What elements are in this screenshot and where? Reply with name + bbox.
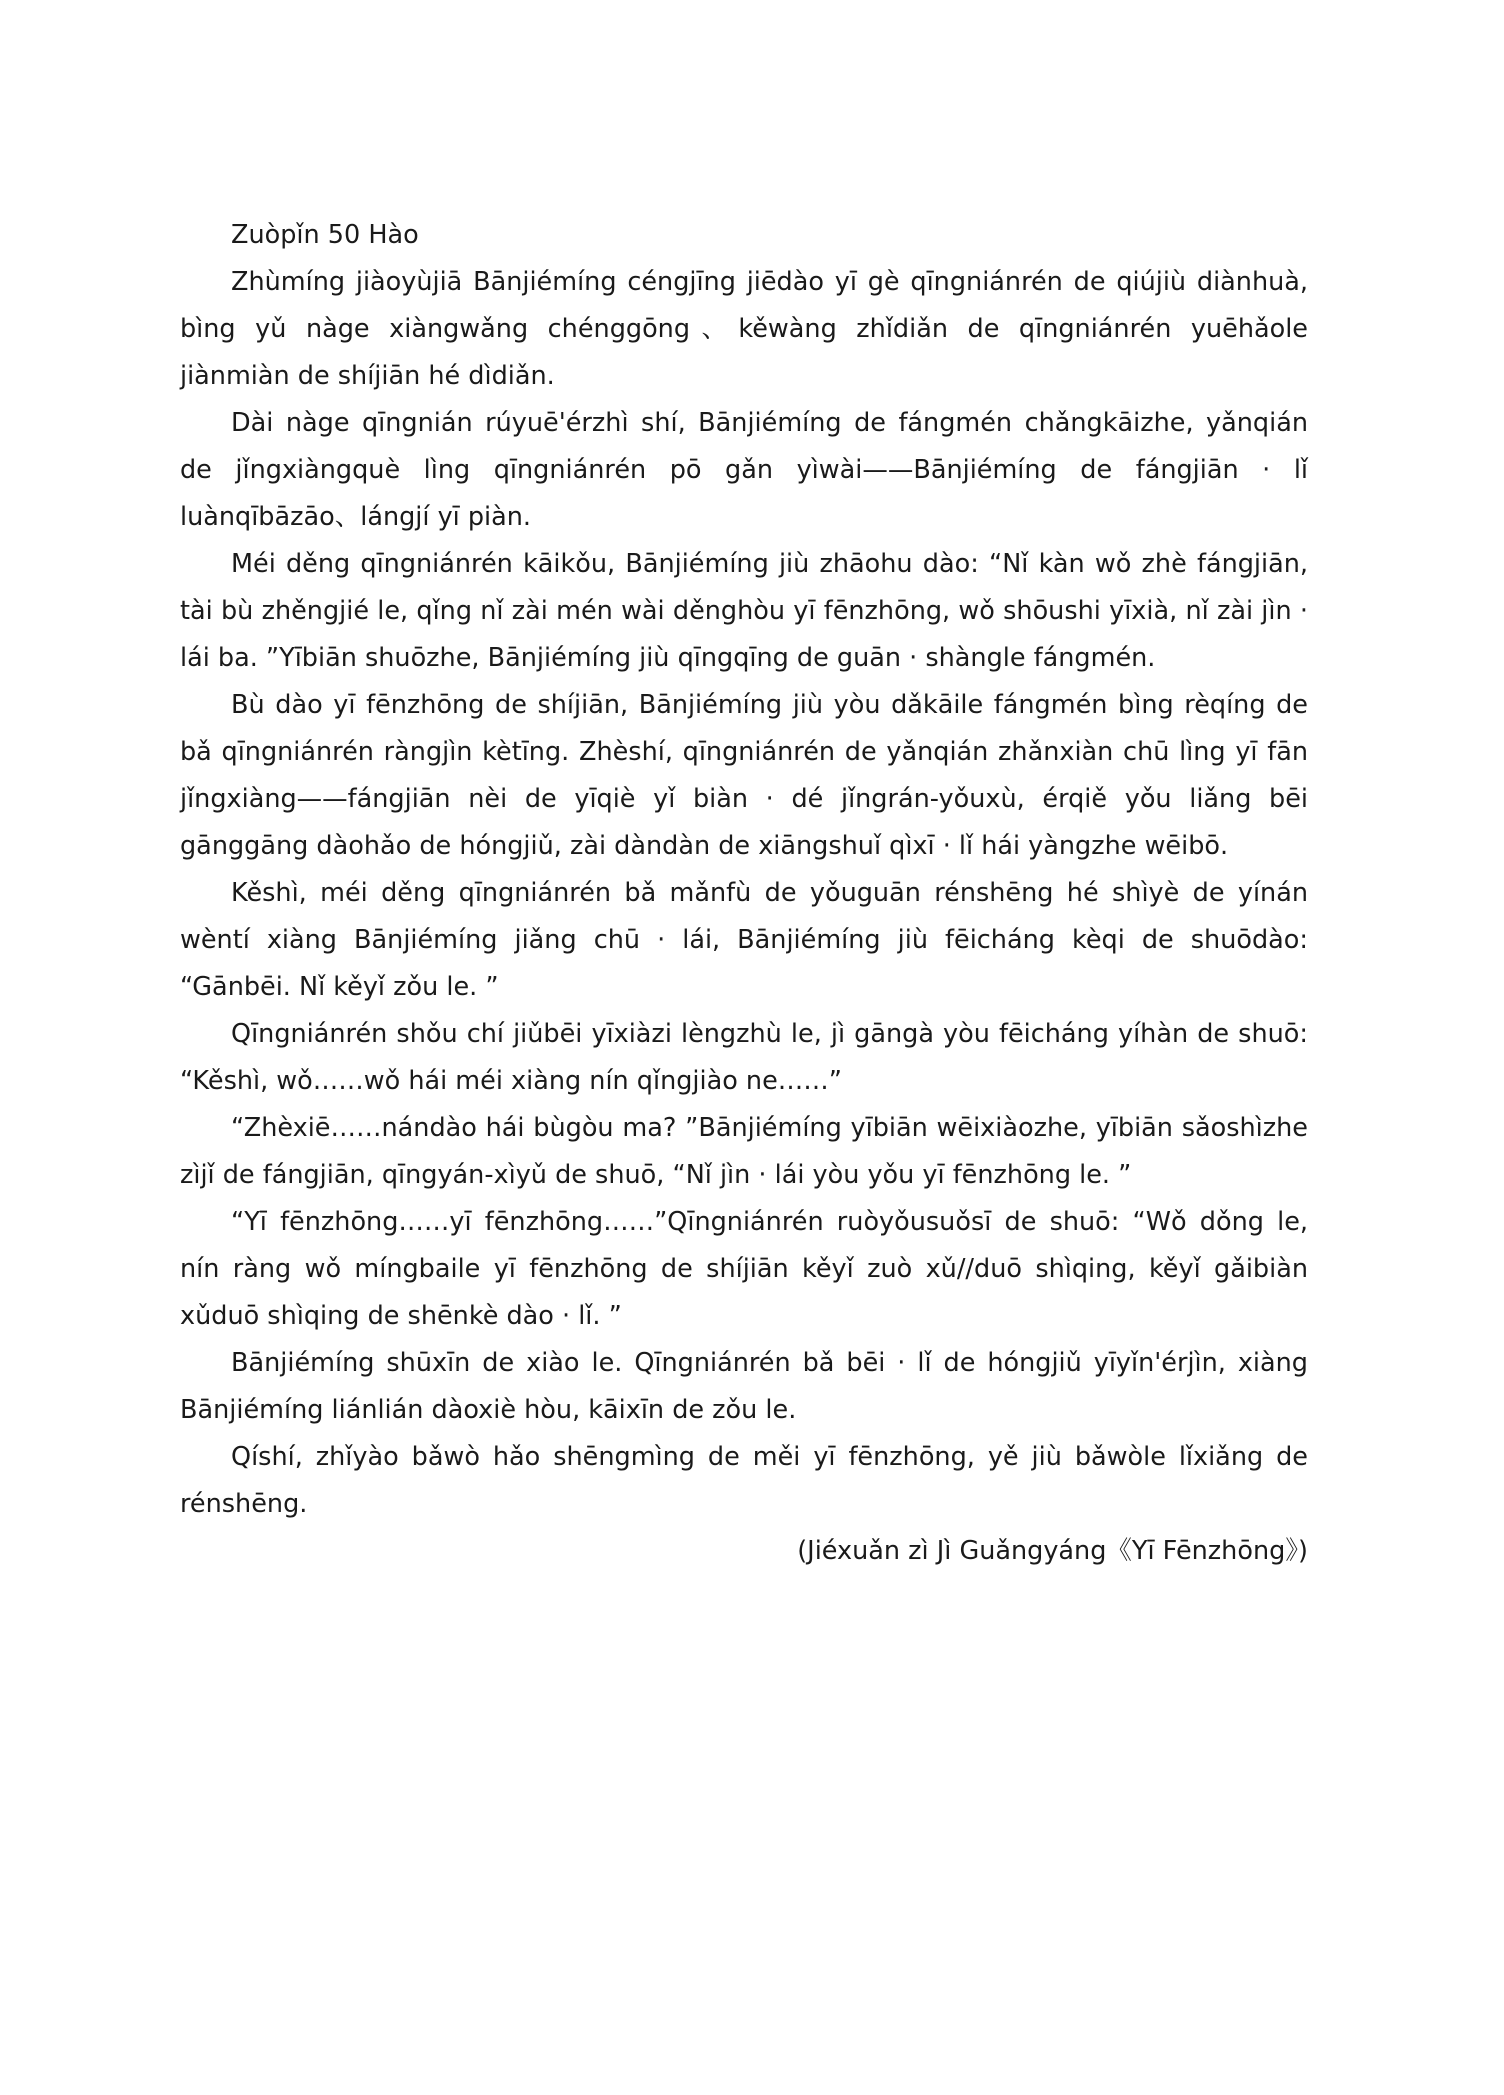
paragraph-2: Dài nàge qīngnián rúyuē'érzhì shí, Bānjiémíng de fángmén chǎngkāizhe, yǎnqián de jǐngxiàngquè lìng qīngniánrén pō gǎn yìwài——Bānjiémíng de fángjiān · lǐ luànqībāzāo、lángjí yī piàn. [180, 408, 1308, 532]
source-citation: (Jiéxuǎn zì Jì Guǎngyáng《Yī Fēnzhōng》) [797, 1536, 1308, 1566]
document-page [180, 212, 1308, 1575]
paragraph-7: “Zhèxiē……nándào hái bùgòu ma? ”Bānjiémíng yībiān wēixiàozhe, yībiān sǎoshìzhe zìjǐ de fángjiān, qīngyán-xìyǔ de shuō, “Nǐ jìn · lái yòu yǒu yī fēnzhōng le. ” [180, 1113, 1308, 1190]
paragraph-3: Méi děng qīngniánrén kāikǒu, Bānjiémíng jiù zhāohu dào: “Nǐ kàn wǒ zhè fángjiān, tài bù zhěngjié le, qǐng nǐ zài mén wài děnghòu yī fēnzhōng, wǒ shōushi yīxià, nǐ zài jìn · lái ba. ”Yībiān shuōzhe, Bānjiémíng jiù qīngqīng de guān · shàngle fángmén. [180, 549, 1308, 673]
paragraph-4: Bù dào yī fēnzhōng de shíjiān, Bānjiémíng jiù yòu dǎkāile fángmén bìng rèqíng de bǎ qīngniánrén ràngjìn kètīng. Zhèshí, qīngniánrén de yǎnqián zhǎnxiàn chū lìng yī fān jǐngxiàng——fángjiān nèi de yīqiè yǐ biàn · dé jǐngrán-yǒuxù, érqiě yǒu liǎng bēi gānggāng dàohǎo de hóngjiǔ, zài dàndàn de xiāngshuǐ qìxī · lǐ hái yàngzhe wēibō. [180, 690, 1308, 861]
paragraph-10: Qíshí, zhǐyào bǎwò hǎo shēngmìng de měi yī fēnzhōng, yě jiù bǎwòle lǐxiǎng de rénshēng. [180, 1442, 1308, 1519]
paragraph-8: “Yī fēnzhōng……yī fēnzhōng……”Qīngniánrén ruòyǒusuǒsī de shuō: “Wǒ dǒng le, nín ràng wǒ míngbaile yī fēnzhōng de shíjiān kěyǐ zuò xǔ//duō shìqing, kěyǐ gǎibiàn xǔduō shìqing de shēnkè dào · lǐ. ” [180, 1207, 1308, 1331]
paragraph-9: Bānjiémíng shūxīn de xiào le. Qīngniánrén bǎ bēi · lǐ de hóngjiǔ yīyǐn'érjìn, xiàng Bānjiémíng liánlián dàoxiè hòu, kāixīn de zǒu le. [180, 1348, 1308, 1425]
paragraph-5: Kěshì, méi děng qīngniánrén bǎ mǎnfù de yǒuguān rénshēng hé shìyè de yínán wèntí xiàng Bānjiémíng jiǎng chū · lái, Bānjiémíng jiù fēicháng kèqi de shuōdào: “Gānbēi. Nǐ kěyǐ zǒu le. ” [180, 878, 1308, 1002]
paragraph-1: Zhùmíng jiàoyùjiā Bānjiémíng céngjīng jiēdào yī gè qīngniánrén de qiújiù diànhuà, bìng yǔ nàge xiàngwǎng chénggōng、kěwàng zhǐdiǎn de qīngniánrén yuēhǎole jiànmiàn de shíjiān hé dìdiǎn. [180, 267, 1308, 391]
paragraph-6: Qīngniánrén shǒu chí jiǔbēi yīxiàzi lèngzhù le, jì gāngà yòu fēicháng yíhàn de shuō: “Kěshì, wǒ……wǒ hái méi xiàng nín qǐngjiào ne……” [180, 1019, 1308, 1096]
document-title: Zuòpǐn 50 Hào [231, 220, 419, 250]
